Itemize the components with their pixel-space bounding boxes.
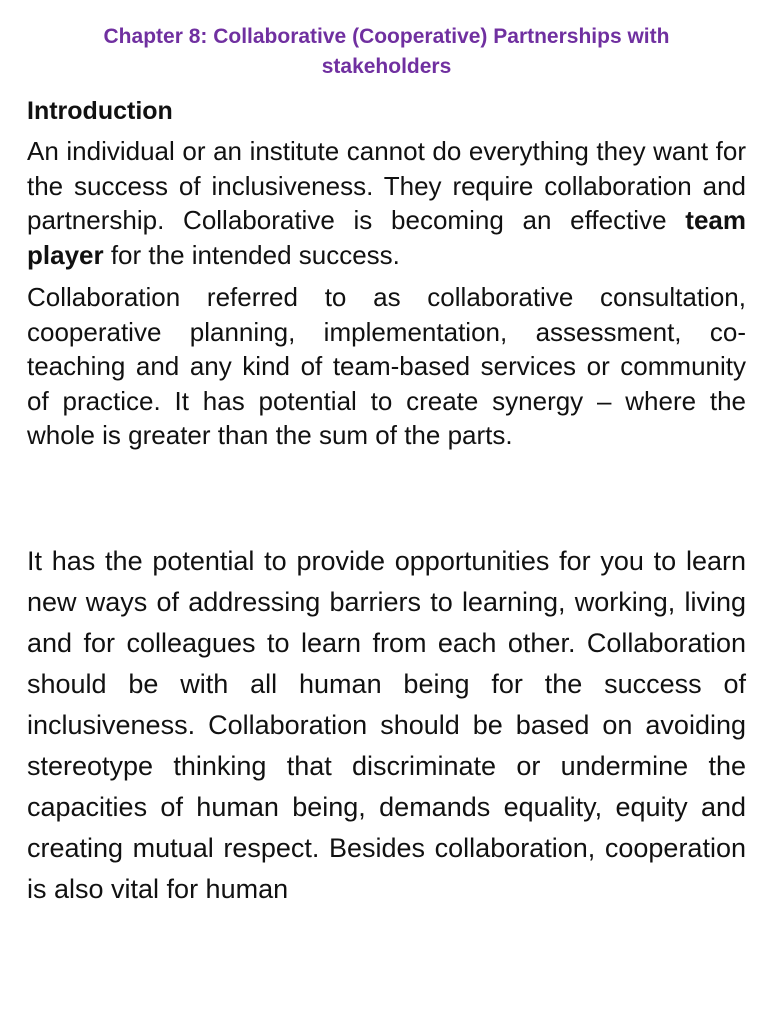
paragraph-1-text-start: An individual or an institute cannot do everything they want for the success of inclusiveness. They require collaboration and partnership. Collaborative is becoming an effective [27, 136, 746, 235]
paragraph-2: Collaboration referred to as collaborative consultation, cooperative planning, implementation, assessment, co-teaching and any kind of team-based services or community of practice. It has potential to create synergy – where the whole is greater than the sum of the parts. [27, 282, 746, 450]
paragraph-1-bold-term: team player [27, 205, 746, 270]
paragraph-3: It has the potential to provide opportunities for you to learn new ways of addressing barriers to learning, working, living and for colleagues to learn from each other. Collaboration should be with all human being for the success of inclusiveness. Collaboration should be based on avoiding stereotype thinking that discriminate or undermine the capacities of human being, demands equality, equity and creating mutual respect. Besides collaboration, cooperation is also vital for human [27, 545, 746, 904]
section-heading-introduction: Introduction [27, 97, 173, 125]
paragraph-1 [27, 134, 746, 272]
chapter-title: Chapter 8: Collaborative (Cooperative) Partnerships with stakeholders [103, 25, 670, 78]
paragraph-1-text-end: for the intended success. [103, 239, 400, 270]
